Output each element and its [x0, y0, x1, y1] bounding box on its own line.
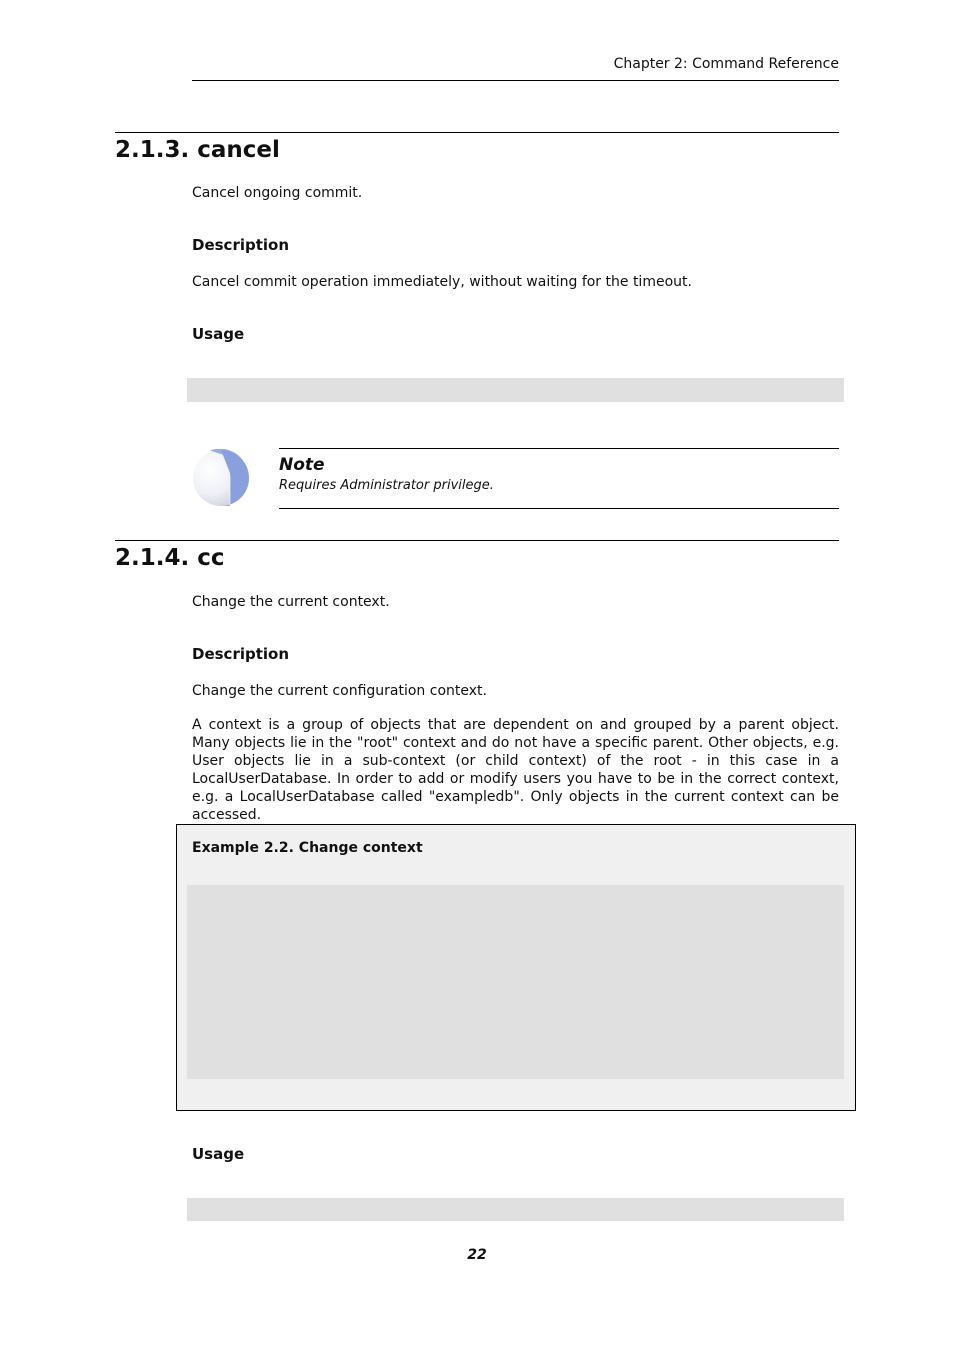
section-title-cancel: 2.1.3. cancel: [115, 137, 280, 163]
note-text: Requires Administrator privilege.: [279, 478, 494, 493]
section-summary: Cancel ongoing commit.: [192, 185, 363, 201]
usage-heading: Usage: [192, 1145, 245, 1163]
usage-code-block: [187, 378, 844, 402]
note-icon: [192, 449, 250, 507]
section-divider: [115, 540, 839, 541]
section-divider: [115, 132, 839, 133]
page-number: 22: [467, 1247, 487, 1263]
note-bottom-rule: [279, 508, 839, 509]
note-top-rule: [279, 448, 839, 449]
example-code-block: [187, 885, 844, 1079]
usage-heading: Usage: [192, 325, 245, 343]
section-summary: Change the current context.: [192, 594, 390, 610]
description-text: Change the current configuration context.: [192, 683, 487, 699]
running-header: Chapter 2: Command Reference: [613, 56, 839, 72]
description-heading: Description: [192, 236, 290, 254]
usage-code-block: [187, 1198, 844, 1221]
section-title-cc: 2.1.4. cc: [115, 545, 225, 571]
description-paragraph: A context is a group of objects that are dependent on and grouped by a parent object. Many objects lie in the "root" context and do not have a specific parent. Other objects, e.g. User objects lie in a sub-context (or child context) of the root - in this case in a LocalUserDatabase. In order to add or modify users you have to be in the correct context, e.g. a LocalUserDatabase called "exampledb". Only objects in the current context can be accessed.: [192, 717, 839, 823]
header-divider: [192, 80, 839, 81]
description-heading: Description: [192, 645, 290, 663]
note-title: Note: [279, 455, 325, 475]
example-title: Example 2.2. Change context: [192, 840, 423, 856]
description-text: Cancel commit operation immediately, without waiting for the timeout.: [192, 274, 692, 290]
